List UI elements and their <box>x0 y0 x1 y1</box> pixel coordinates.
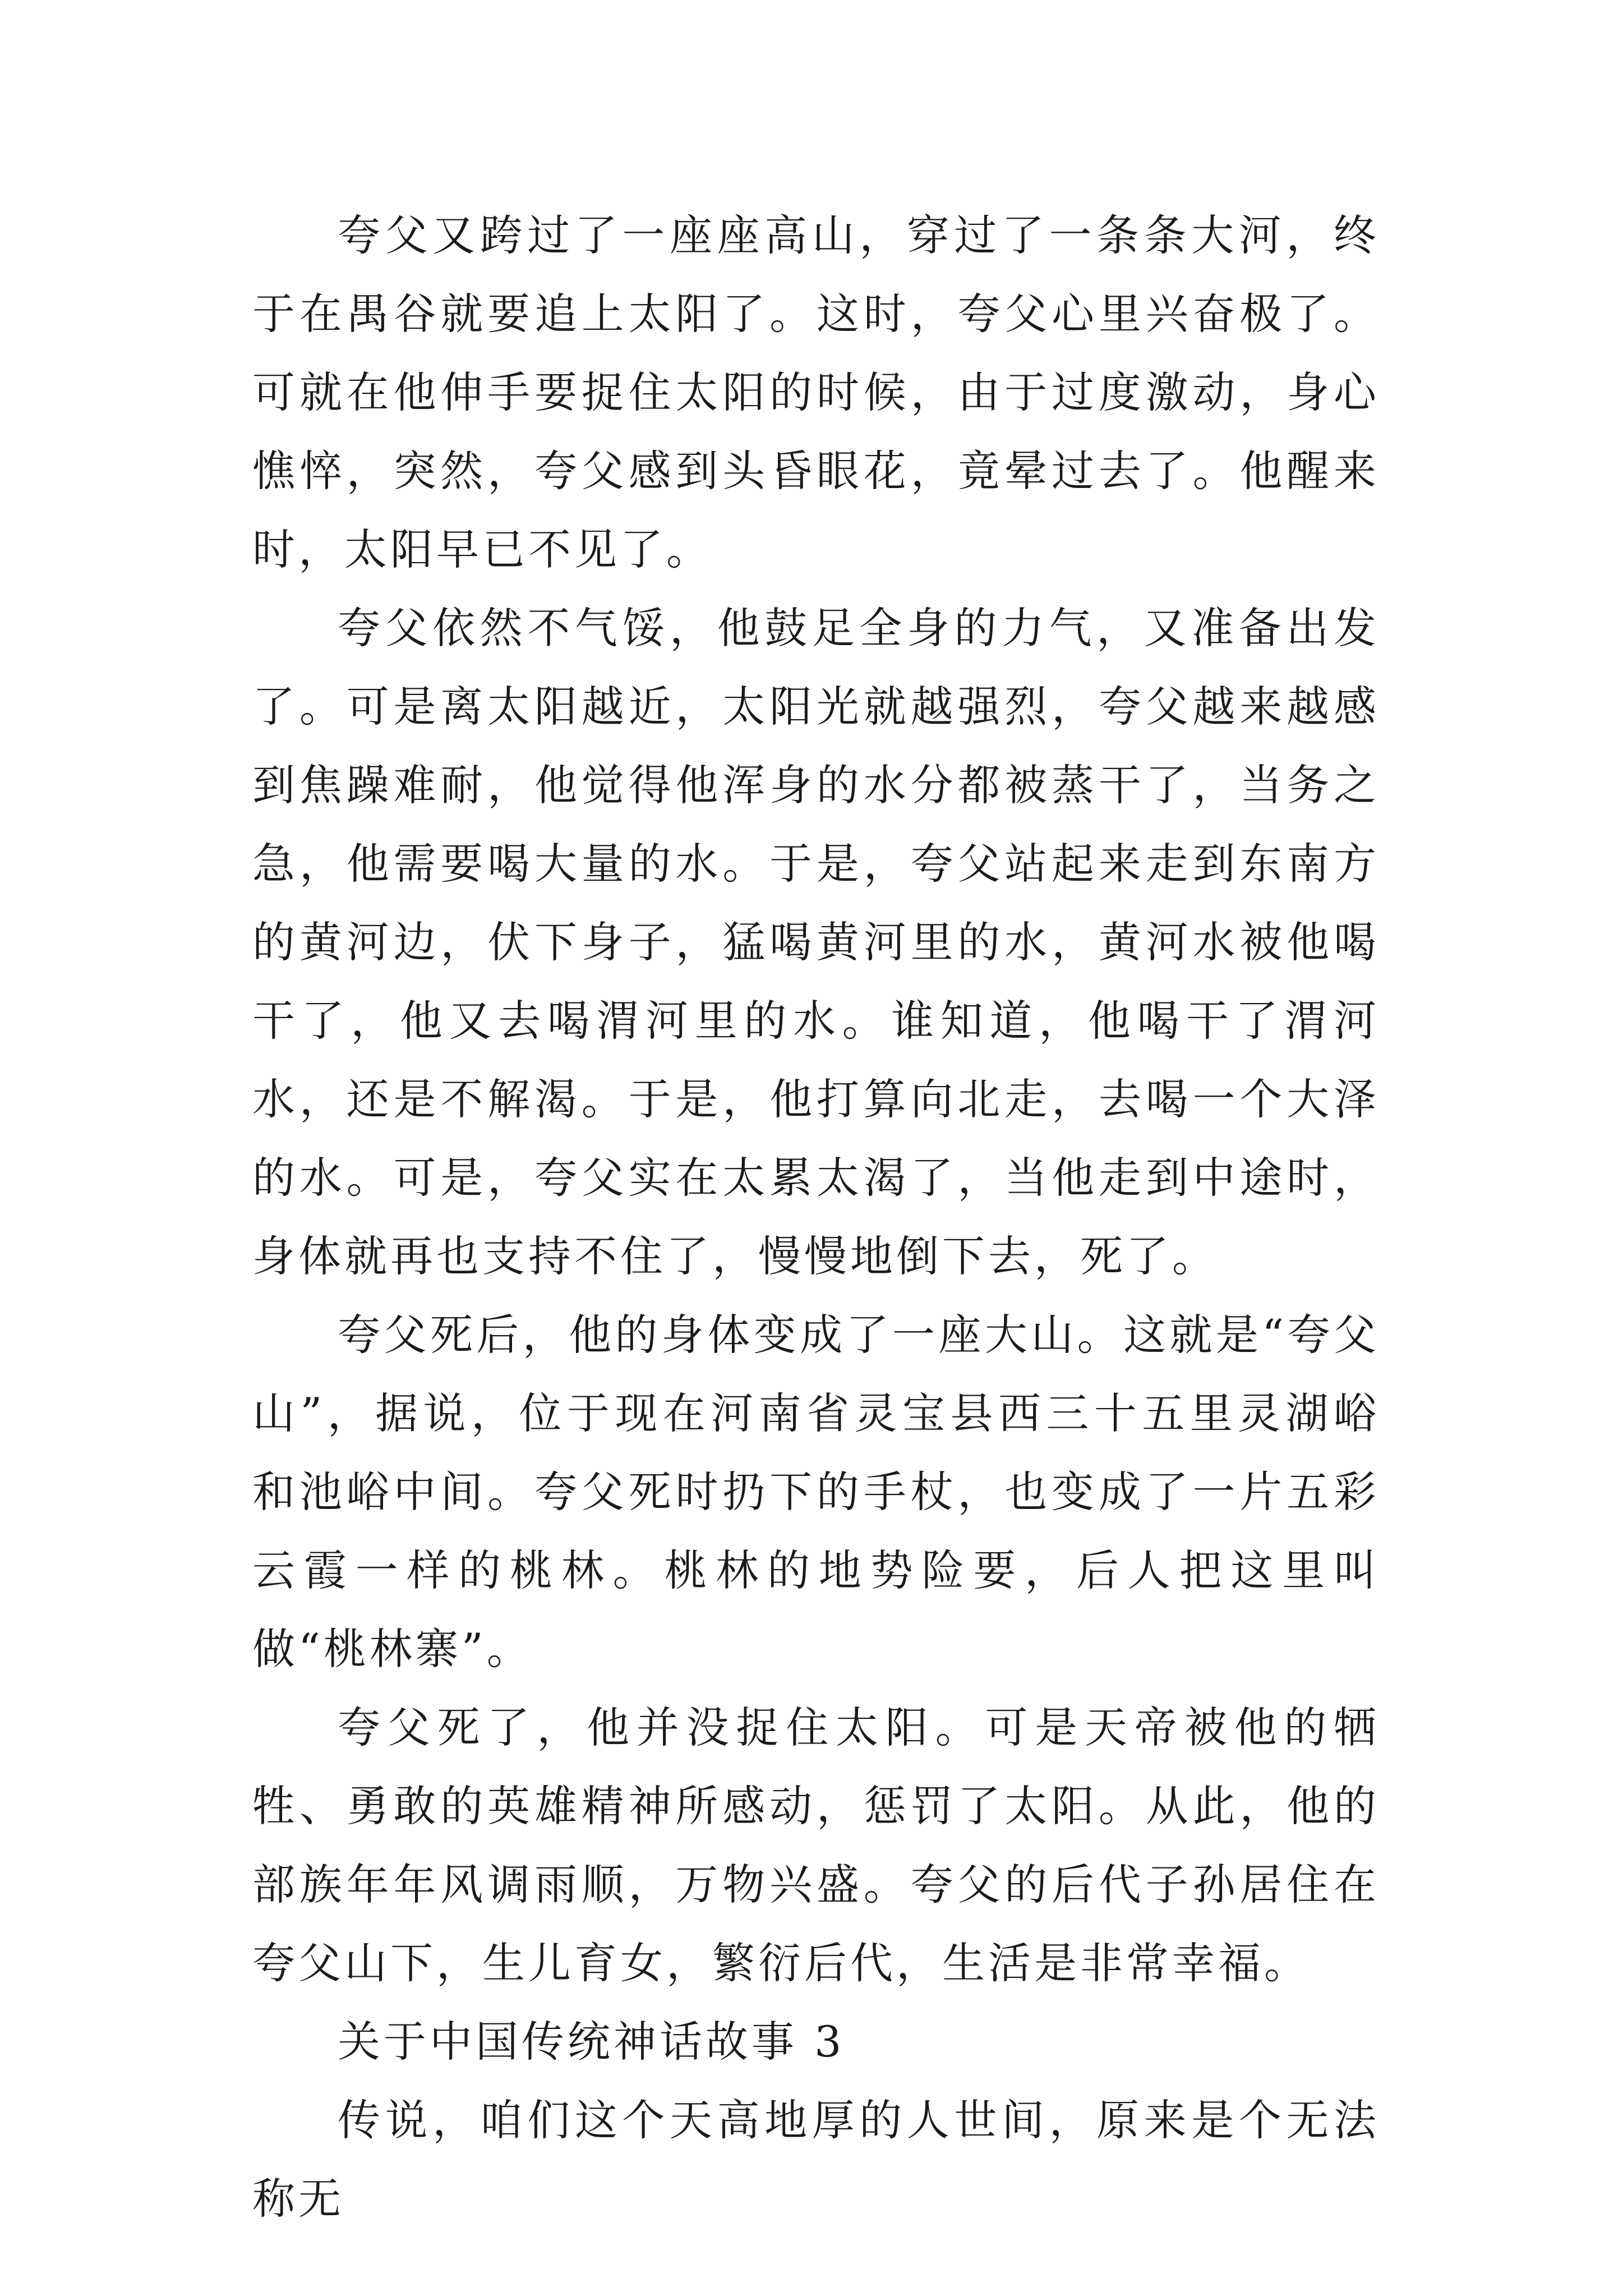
section-heading: 关于中国传统神话故事 3 <box>338 2017 845 2067</box>
paragraph-story-3-start: 传说，咱们这个天高地厚的人世间，原来是个无法称无 <box>252 2095 1380 2224</box>
paragraph-kuafu-mountain: 夸父死后，他的身体变成了一座大山。这就是“夸父山”，据说，位于现在河南省灵宝县西三十五里灵湖峪和池峪中间。夸父死时扔下的手杖，也变成了一片五彩云霞一样的桃林。桃林的地势险要，后人把这里叫做“桃林寨”。 <box>252 1310 1380 1674</box>
paragraph-kuafu-legacy: 夸父死了，他并没捉住太阳。可是天帝被他的牺牲、勇敢的英雄精神所感动，惩罚了太阳。从此，他的部族年年风调雨顺，万物兴盛。夸父的后代子孙居住在夸父山下，生儿育女，繁衍后代，生活是非常幸福。 <box>252 1703 1380 1988</box>
paragraph-kuafu-drinks-rivers: 夸父依然不气馁，他鼓足全身的力气，又准备出发了。可是离太阳越近，太阳光就越强烈，夸父越来越感到焦躁难耐，他觉得他浑身的水分都被蒸干了，当务之急，他需要喝大量的水。于是，夸父站起来走到东南方的黄河边，伏下身子，猛喝黄河里的水，黄河水被他喝干了，他又去喝渭河里的水。谁知道，他喝干了渭河水，还是不解渴。于是，他打算向北走，去喝一个大泽的水。可是，夸父实在太累太渴了，当他走到中途时，身体就再也支持不住了，慢慢地倒下去，死了。 <box>252 603 1380 1281</box>
paragraph-kuafu-reaches-yugu: 夸父又跨过了一座座高山，穿过了一条条大河，终于在禺谷就要追上太阳了。这时，夸父心里兴奋极了。可就在他伸手要捉住太阳的时候，由于过度激动，身心憔悴，突然，夸父感到头昏眼花，竟晕过去了。他醒来时，太阳早已不见了。 <box>252 210 1380 574</box>
document-body <box>252 196 1380 2238</box>
